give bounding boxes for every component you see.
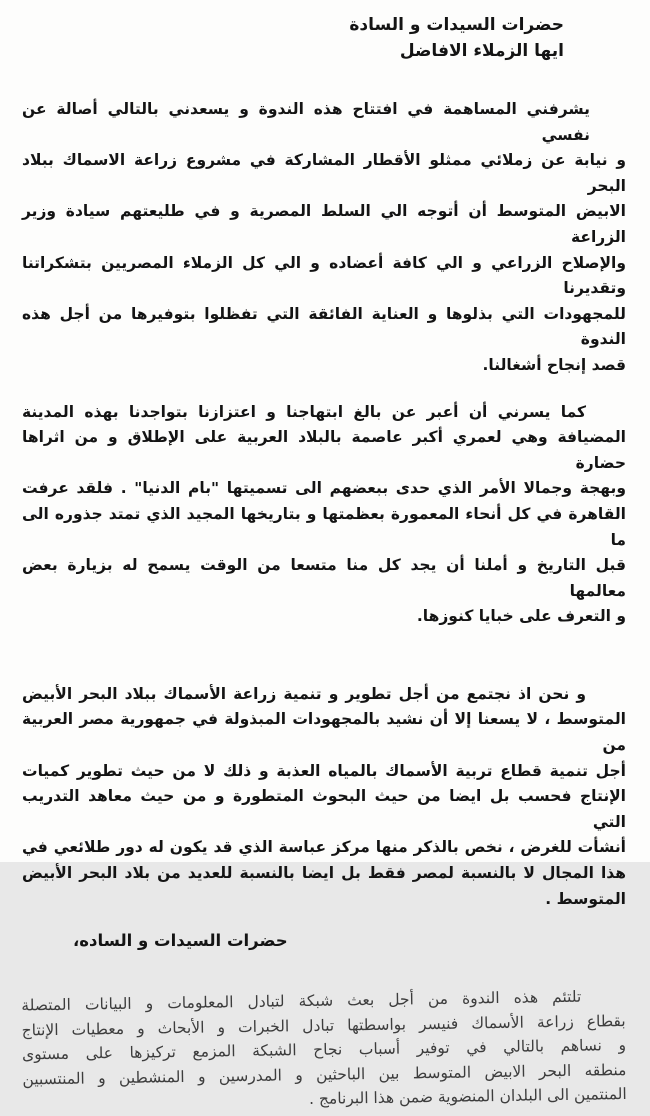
paragraph-1 (22, 97, 626, 379)
paragraph2-line-2: المضيافة وهي لعمري أكبر عاصمة بالبلاد العربية على الإطلاق و من اثراها حضارة (22, 428, 626, 472)
paragraph1-line-1: يشرفني المساهمة في افتتاح هذه الندوة و يسعدني بالتالي أصالة عن نفسي (22, 100, 590, 144)
paragraph4-line-4: منطقه البحر الابيض المتوسط بين الباحثين و المدرسين و المنشطين و المنتسبين (22, 1060, 627, 1089)
greeting-line-1: حضرات السيدات و السادة (349, 15, 564, 35)
paragraph3-line-6: هذا المجال لا بالنسبة لمصر فقط بل ايضا بالنسبة للعديد من بلاد البحر الأبيض (22, 864, 626, 883)
paragraph2-line-5: قبل التاريخ و أملنا أن يجد كل منا متسعا من الوقت يسمح له بزيارة بعض معالمها (22, 556, 626, 600)
paragraph4-line-2: بقطاع زراعة الأسماك فنيسر بواسطتها تبادل الخبرات و الأبحاث و معطيات الإنتاج (21, 1011, 626, 1040)
paragraph4-line-5: المنتمين الى البلدان المنضوية ضمن هذا البرنامج . (308, 1085, 627, 1109)
paragraph1-line-5: للمجهودات التي بذلوها و العناية الفائقة التي تفظلوا بتوفيرها من أجل هذه الندوة (22, 304, 626, 349)
paragraph3-line-1: و نحن اذ نجتمع من أجل تطوير و تنمية زراعة الأسماك ببلاد البحر الأبيض (22, 684, 586, 703)
paragraph2-line-1: كما يسرني أن أعبر عن بالغ ابتهاجنا و اعتزازنا بتواجدنا بهذه المدينة (22, 402, 586, 421)
paragraph-3 (22, 682, 626, 912)
paragraph3-line-7: المتوسط . (545, 889, 626, 908)
paragraph2-line-4: القاهرة في كل أنحاء المعمورة بعظمتها و بتاريخها المجيد الذي تمتد جذوره الى ما (22, 504, 626, 549)
paragraph1-line-3: الابيض المتوسط أن أتوجه الي السلط المصرية و في طليعتهم سيادة وزير الزراعة (22, 202, 626, 246)
paragraph3-line-5: أنشأت للغرض ، نخص بالذكر منها مركز عباسة الذي قد يكون له دور طلائعي في (22, 838, 626, 857)
salutation-block (22, 928, 626, 954)
paragraph3-line-2: المتوسط ، لا يسعنا إلا أن نشيد بالمجهودات المبذولة في جمهورية مصر العربية من (22, 710, 626, 755)
paragraph3-line-3: أجل تنمية قطاع تربية الأسماك بالمياه العذبة و ذلك لا من حيث تطوير كميات (22, 761, 626, 780)
paragraph2-line-3: وبهجة وجمالا الأمر الذي حدى ببعضهم الى تسميتها "بام الدنيا" . فلقد عرفت (22, 479, 626, 498)
greeting-line-2: ايها الزملاء الافاضل (399, 41, 564, 61)
paragraph3-line-4: الإنتاج فحسب بل ايضا من حيث البحوث المتطورة و من حيث معاهد التدريب التي (22, 787, 626, 831)
paragraph1-line-2: و نيابة عن زملائي ممثلو الأقطار المشاركة في مشروع زراعة الاسماك ببلاد البحر (22, 151, 626, 195)
salutation-text: حضرات السيدات و الساده، (73, 931, 288, 951)
paragraph-2 (22, 400, 626, 630)
greeting-block (22, 12, 564, 64)
paragraph1-line-4: والإصلاح الزراعي و الي كافة أعضاده و الي كل الزملاء المصريين بتشكراتنا وتقديرنا (22, 253, 626, 298)
paragraph4-line-1: تلتئم هذه الندوة من أجل بعث شبكة لتبادل المعلومات و البيانات المتصلة (21, 987, 582, 1015)
paragraph-4 (21, 984, 627, 1116)
paragraph2-line-6: و التعرف على خبايا كنوزها. (416, 607, 626, 626)
paragraph1-line-6: قصد إنجاح أشغالنا. (482, 355, 626, 374)
paragraph4-line-3: و نساهم بالتالي في توفير أسباب نجاح الشبكة المزمع تركيزها على مستوى (21, 1036, 627, 1064)
